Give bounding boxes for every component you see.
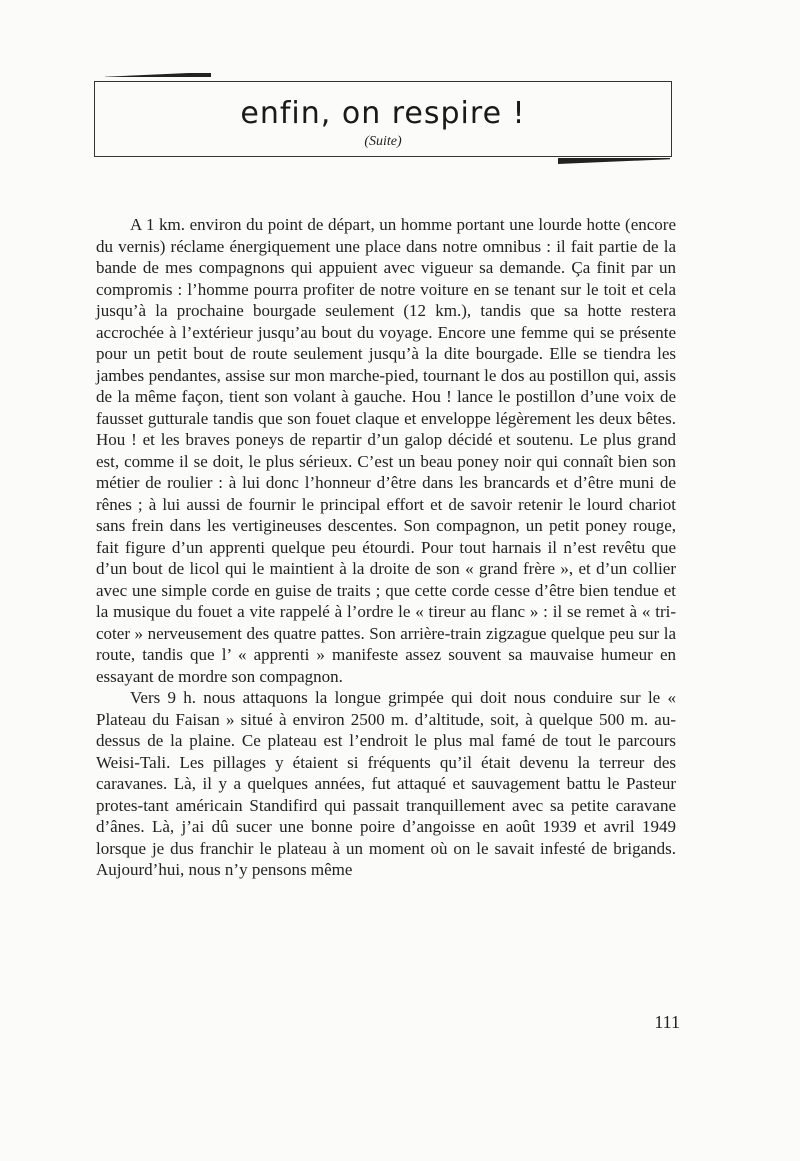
chapter-title: enfin, on respire ! (240, 96, 526, 131)
paragraph-2: Vers 9 h. nous attaquons la longue grimpée qui doit nous conduire sur le « Plateau du Faisan » situé à environ 2500 m. d’altitude, soit, à quelque 500 m. au-dessus de la plaine. Ce plateau est l’endroit le plus mal famé de tout le parcours Weisi-Tali. Les pillages y étaient si fréquents qu’il était devenu la terreur des caravanes. Là, il y a quelques années, fut attaqué et sauvagement battu le Pasteur protes-tant américain Standifird qui passait tranquillement avec sa petite caravane d’ânes. Là, j’ai dû sucer une bonne poire d’angoisse en août 1939 et avril 1949 lorsque je dus franchir le plateau à un moment où on le savait infesté de brigands. Aujourd’hui, nous n’y pensons même (96, 688, 676, 879)
margin-mark (6, 222, 10, 230)
title-rule-bottom (558, 158, 670, 164)
title-rule-top (105, 72, 211, 78)
paragraph-1: A 1 km. environ du point de départ, un homme portant une lourde hotte (encore du vernis) réclame énergiquement une place dans notre omnibus : il fait partie de la bande de mes compagnons qui appuient avec vigueur sa demande. Ça finit par un compromis : l’homme pourra profiter de notre voiture en se tenant sur le toit et cela jusqu’à la prochaine bourgade seulement (12 km.), tandis que sa hotte restera accrochée à l’extérieur jusqu’au bout du voyage. Encore une femme qui se présente pour un petit bout de route seulement jusqu’à la dite bourgade. Elle se tiendra les jambes pendantes, assise sur mon marche-pied, tournant le dos au postillon qui, assis de la même façon, tient son volant à gauche. Hou ! lance le postillon d’une voix de fausset gutturale tandis que son fouet claque et enveloppe légèrement les deux bêtes. Hou ! et les braves poneys de repartir d’un galop décidé et soutenu. Le plus grand est, comme il se doit, le plus sérieux. C’est un beau poney noir qui connaît bien son métier de roulier : à lui donc l’honneur d’être dans les brancards et d’être muni de rênes ; à lui aussi de fournir le principal effort et de savoir retenir le lourd chariot sans frein dans les vertigineuses descentes. Son compagnon, un petit poney rouge, fait figure d’un apprenti quelque peu étourdi. Pour tout harnais il n’est revêtu que d’un bout de licol qui le maintient à la droite de son « grand frère », et d’un collier avec une simple corde en guise de traits ; que cette corde cesse d’être bien tendue et la musique du fouet a vite rappelé à l’ordre le « tireur au flanc » : il se remet à « tri-coter » nerveusement des quatre pattes. Son arrière-train zigzague quelque peu sur la route, tandis que l’ « apprenti » manifeste assez souvent sa mauvaise humeur en essayant de mordre son compagnon. (96, 215, 676, 686)
body-text (96, 214, 676, 881)
chapter-subtitle: (Suite) (364, 134, 402, 149)
page-number: 111 (654, 1012, 680, 1032)
title-box (94, 81, 672, 157)
